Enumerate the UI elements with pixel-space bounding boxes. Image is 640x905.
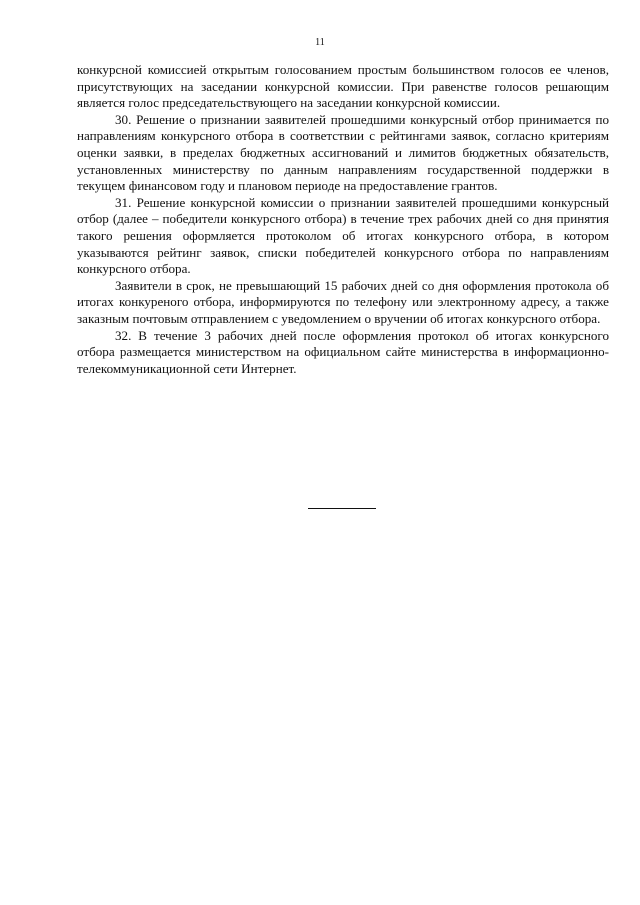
paragraph-item-30: 30. Решение о признании заявителей прошедшими конкурсный отбор принимается по направлениям конкурсного отбора в соответствии с рейтингами заявок, согласно критериям оценки заявки, в пределах бюджетных ассигнований и лимитов бюджетных обязательств, установленных министерству по данным направлениям государственной поддержки в текущем финансовом году и плановом периоде на предоставление грантов. — [77, 111, 609, 194]
page-number: 11 — [315, 37, 325, 48]
paragraph-item-31: 31. Решение конкурсной комиссии о признании заявителей прошедшими конкурсный отбор (далее – победители конкурсного отбора) в течение трех рабочих дней со дня принятия такого решения оформляется протоколом об итогах конкурсного отбора, в котором указываются рейтинг заявок, списки победителей конкурсного отбора по направлениям конкурсного отбора. — [77, 194, 609, 277]
document-body — [77, 62, 609, 377]
paragraph-applicants-notice: Заявители в срок, не превышающий 15 рабочих дней со дня оформления протокола об итогах конкуреного отбора, информируются по телефону или электронному адресу, а также заказным почтовым отправлением с уведомлением о вручении об итогах конкурсного отбора. — [77, 277, 609, 326]
paragraph-item-32: 32. В течение 3 рабочих дней после оформления протокол об итогах конкурсного отбора размещается министерством на официальном сайте министерства в информационно-телекоммуникационной сети Интернет. — [77, 327, 609, 376]
paragraph-continuation: конкурсной комиссией открытым голосованием простым большинством голосов ее членов, присутствующих на заседании конкурсной комиссии. При равенстве голосов решающим является голос председательствующего на заседании конкурсной комиссии. — [77, 62, 609, 111]
end-separator-line — [308, 508, 376, 509]
